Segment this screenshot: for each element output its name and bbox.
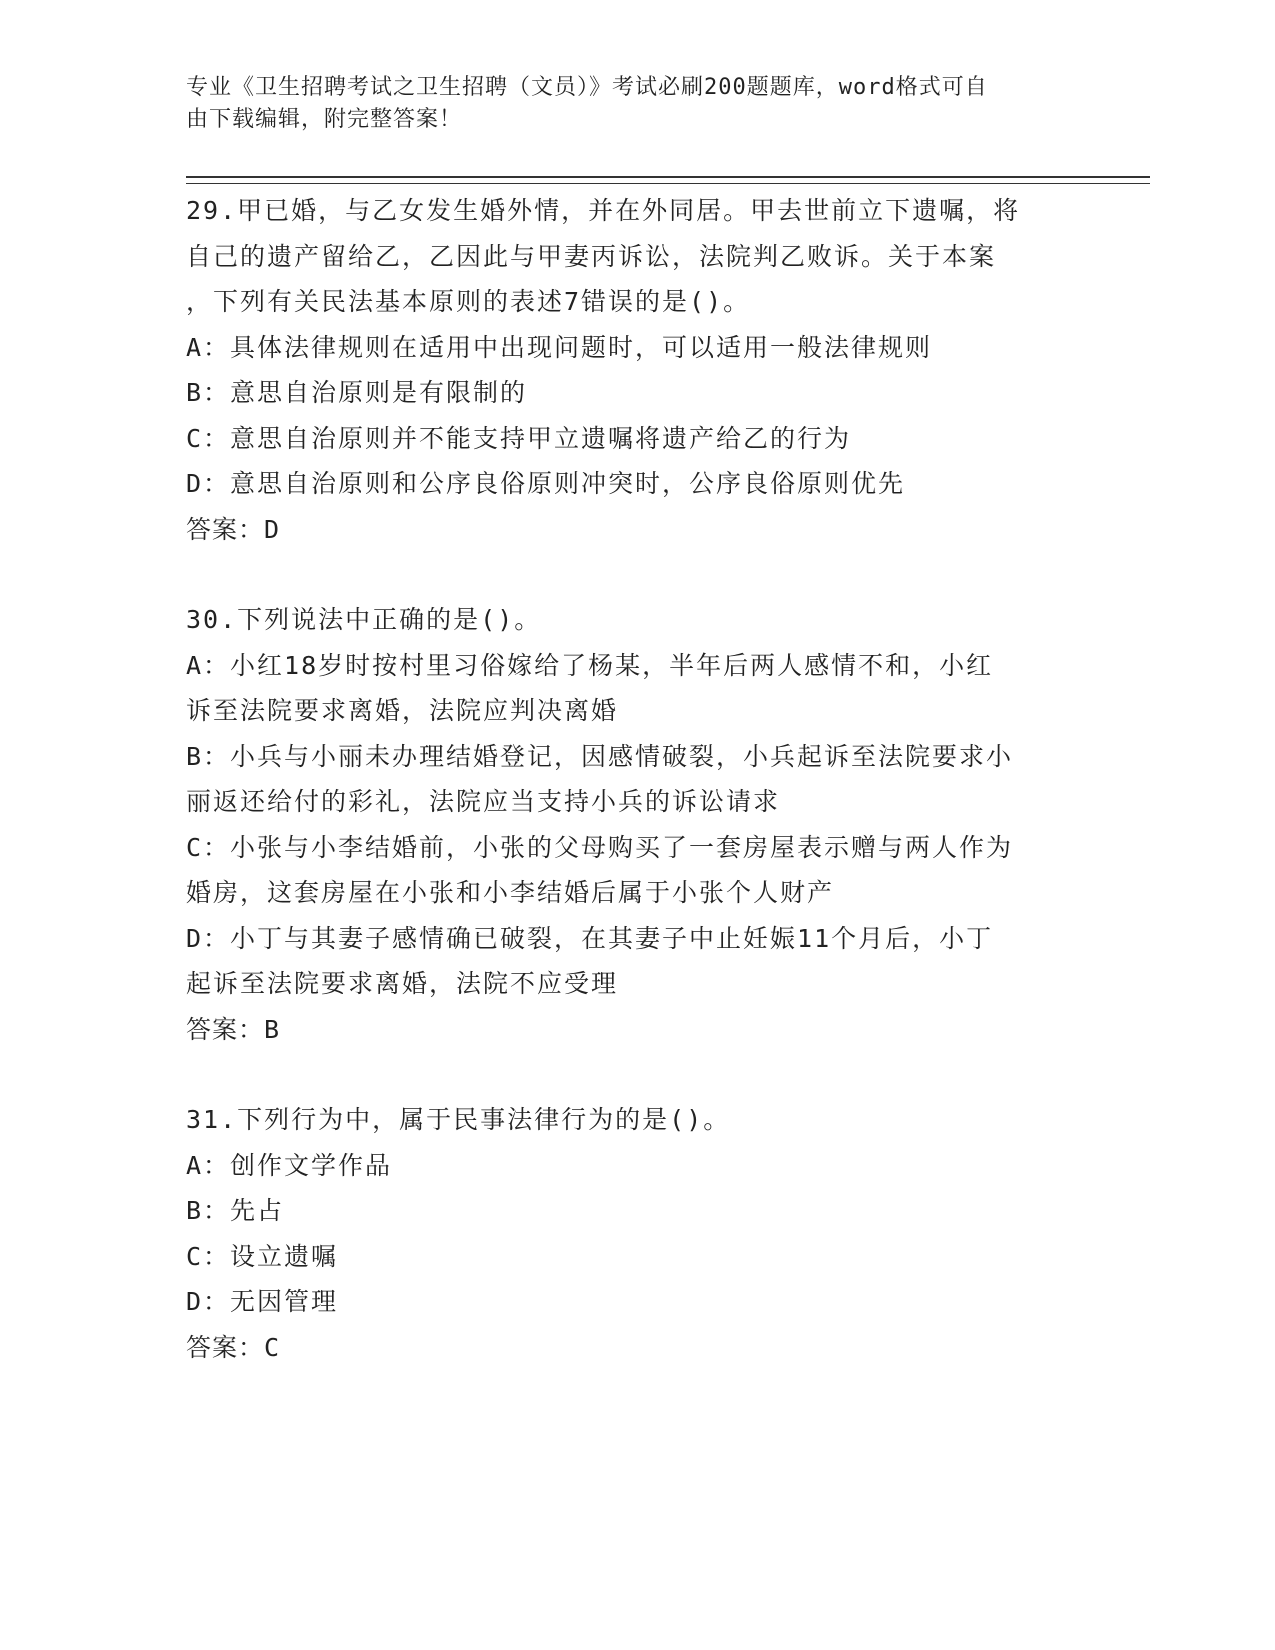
option-c-line-1: C：小张与小李结婚前，小张的父母购买了一套房屋表示赠与两人作为	[186, 832, 1014, 862]
question-text-line: 30.下列说法中正确的是()。	[186, 605, 542, 634]
option-c: C：设立遗嘱	[186, 1241, 339, 1271]
question-29	[186, 188, 1066, 552]
option-d: D：无因管理	[186, 1287, 339, 1316]
answer: 答案：C	[186, 1332, 281, 1362]
option-a: A：创作文学作品	[186, 1150, 393, 1180]
document-header	[186, 72, 1066, 136]
option-a-line-2: 诉至法院要求离婚，法院应判决离婚	[186, 696, 619, 725]
option-a: A：具体法律规则在适用中出现问题时，可以适用一般法律规则	[186, 332, 933, 362]
header-line-1: 专业《卫生招聘考试之卫生招聘（文员）》考试必刷200题题库，word格式可自	[186, 75, 988, 100]
question-list	[186, 188, 1066, 1415]
option-d-line-2: 起诉至法院要求离婚，法院不应受理	[186, 969, 619, 998]
header-line-2: 由下载编辑，附完整答案！	[186, 107, 463, 132]
question-text-line: ，下列有关民法基本原则的表述7错误的是()。	[186, 287, 751, 316]
option-d: D：意思自治原则和公序良俗原则冲突时，公序良俗原则优先	[186, 469, 906, 498]
option-b: B：先占	[186, 1196, 285, 1225]
question-31	[186, 1097, 1066, 1370]
option-c-line-2: 婚房，这套房屋在小张和小李结婚后属于小张个人财产	[186, 878, 835, 907]
option-b-line-1: B：小兵与小丽未办理结婚登记，因感情破裂，小兵起诉至法院要求小	[186, 741, 1014, 771]
question-text-line: 31.下列行为中，属于民事法律行为的是()。	[186, 1105, 731, 1134]
option-b-line-2: 丽返还给付的彩礼，法院应当支持小兵的诉讼请求	[186, 787, 781, 816]
header-divider-thin	[186, 183, 1150, 184]
question-30	[186, 597, 1066, 1052]
option-c: C：意思自治原则并不能支持甲立遗嘱将遗产给乙的行为	[186, 423, 852, 453]
header-divider-thick	[186, 176, 1150, 178]
answer: 答案：B	[186, 1014, 281, 1044]
option-b: B：意思自治原则是有限制的	[186, 378, 528, 407]
option-a-line-1: A：小红18岁时按村里习俗嫁给了杨某，半年后两人感情不和，小红	[186, 650, 994, 680]
question-text-line: 自己的遗产留给乙，乙因此与甲妻丙诉讼，法院判乙败诉。关于本案	[186, 241, 997, 271]
question-text-line: 29.甲已婚，与乙女发生婚外情，并在外同居。甲去世前立下遗嘱，将	[186, 196, 1021, 225]
answer: 答案：D	[186, 514, 281, 544]
option-d-line-1: D：小丁与其妻子感情确已破裂，在其妻子中止妊娠11个月后，小丁	[186, 923, 994, 953]
